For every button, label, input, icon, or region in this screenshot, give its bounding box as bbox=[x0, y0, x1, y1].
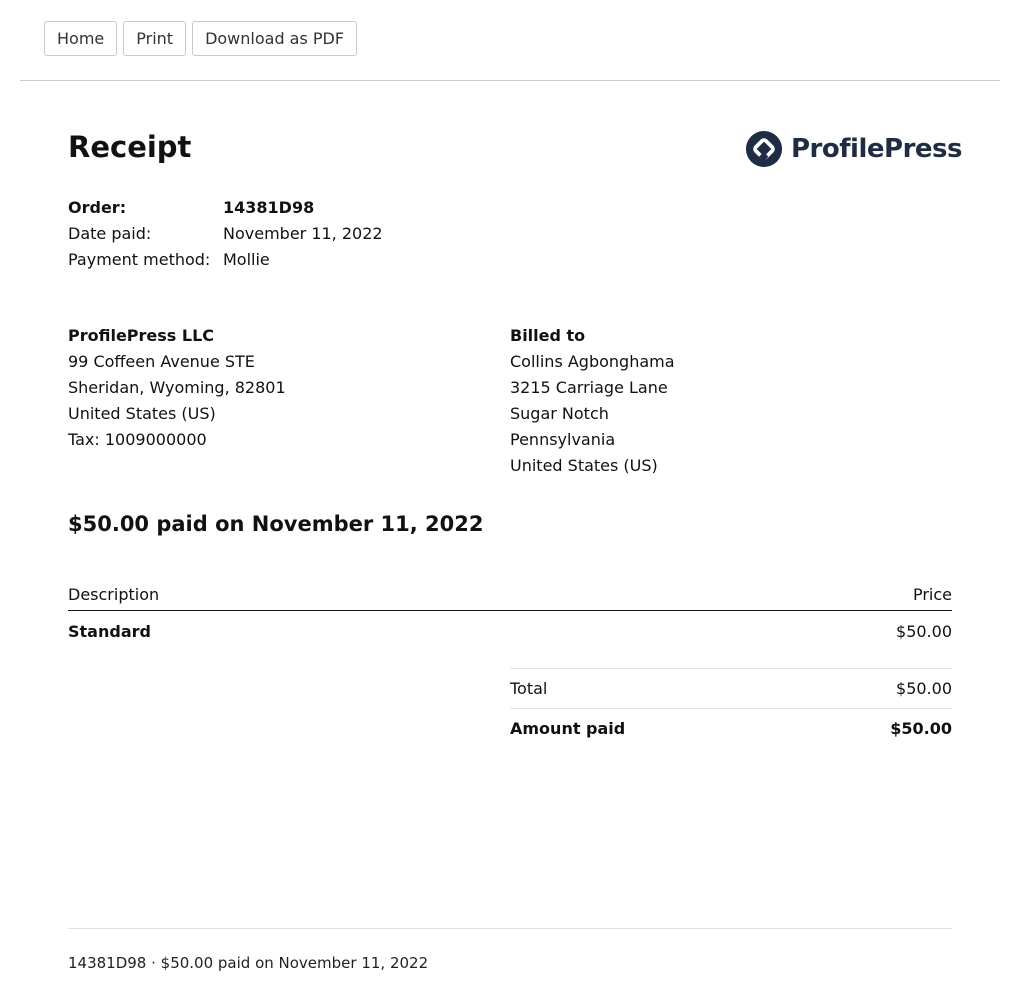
date-paid-row bbox=[68, 221, 383, 247]
billing-address-line: United States (US) bbox=[510, 456, 658, 475]
seller-address bbox=[68, 323, 286, 453]
billing-address-line: 3215 Carriage Lane bbox=[510, 378, 668, 397]
order-value: 14381D98 bbox=[223, 198, 315, 217]
amount-paid-row bbox=[510, 708, 952, 748]
total-row bbox=[510, 668, 952, 708]
profilepress-logo bbox=[745, 130, 962, 168]
item-name: Standard bbox=[68, 621, 151, 641]
logo-text: ProfilePress bbox=[791, 134, 962, 164]
billed-to-heading: Billed to bbox=[510, 326, 586, 345]
footer-divider bbox=[68, 928, 952, 929]
order-label: Order: bbox=[68, 198, 127, 217]
total-label: Total bbox=[510, 679, 548, 698]
table-row bbox=[68, 611, 952, 651]
seller-address-line: 99 Coffeen Avenue STE bbox=[68, 352, 255, 371]
seller-address-line: United States (US) bbox=[68, 404, 216, 423]
date-paid-label: Date paid: bbox=[68, 224, 152, 243]
date-paid-value: November 11, 2022 bbox=[223, 224, 383, 243]
payment-method-value: Mollie bbox=[223, 250, 270, 269]
seller-address-line: Sheridan, Wyoming, 82801 bbox=[68, 378, 286, 397]
seller-name: ProfilePress LLC bbox=[68, 326, 215, 345]
table-header bbox=[68, 578, 952, 611]
payment-method-row bbox=[68, 247, 383, 273]
line-items-table bbox=[68, 578, 952, 651]
toolbar-divider bbox=[20, 80, 1000, 81]
billed-to-address bbox=[510, 323, 675, 479]
order-row bbox=[68, 195, 383, 221]
price-column-header: Price bbox=[912, 584, 952, 604]
total-value: $50.00 bbox=[896, 679, 952, 698]
receipt-title: Receipt bbox=[68, 130, 192, 164]
receipt-footer: 14381D98 · $50.00 paid on November 11, 2022 bbox=[68, 954, 429, 972]
payment-method-label: Payment method: bbox=[68, 250, 211, 269]
customer-name: Collins Agbonghama bbox=[510, 352, 675, 371]
profilepress-logo-icon bbox=[745, 130, 783, 168]
amount-paid-value: $50.00 bbox=[890, 719, 952, 738]
item-price: $50.00 bbox=[896, 621, 952, 641]
description-column-header: Description bbox=[68, 584, 160, 604]
seller-tax: Tax: 1009000000 bbox=[68, 430, 207, 449]
billing-address-line: Sugar Notch bbox=[510, 404, 609, 423]
home-button[interactable]: Home bbox=[44, 21, 117, 56]
totals bbox=[510, 668, 952, 748]
order-meta bbox=[68, 195, 383, 273]
amount-paid-heading: $50.00 paid on November 11, 2022 bbox=[68, 512, 484, 536]
billing-address-line: Pennsylvania bbox=[510, 430, 616, 449]
download-pdf-button[interactable]: Download as PDF bbox=[192, 21, 357, 56]
toolbar bbox=[44, 21, 357, 56]
print-button[interactable]: Print bbox=[123, 21, 186, 56]
amount-paid-label: Amount paid bbox=[510, 719, 626, 738]
